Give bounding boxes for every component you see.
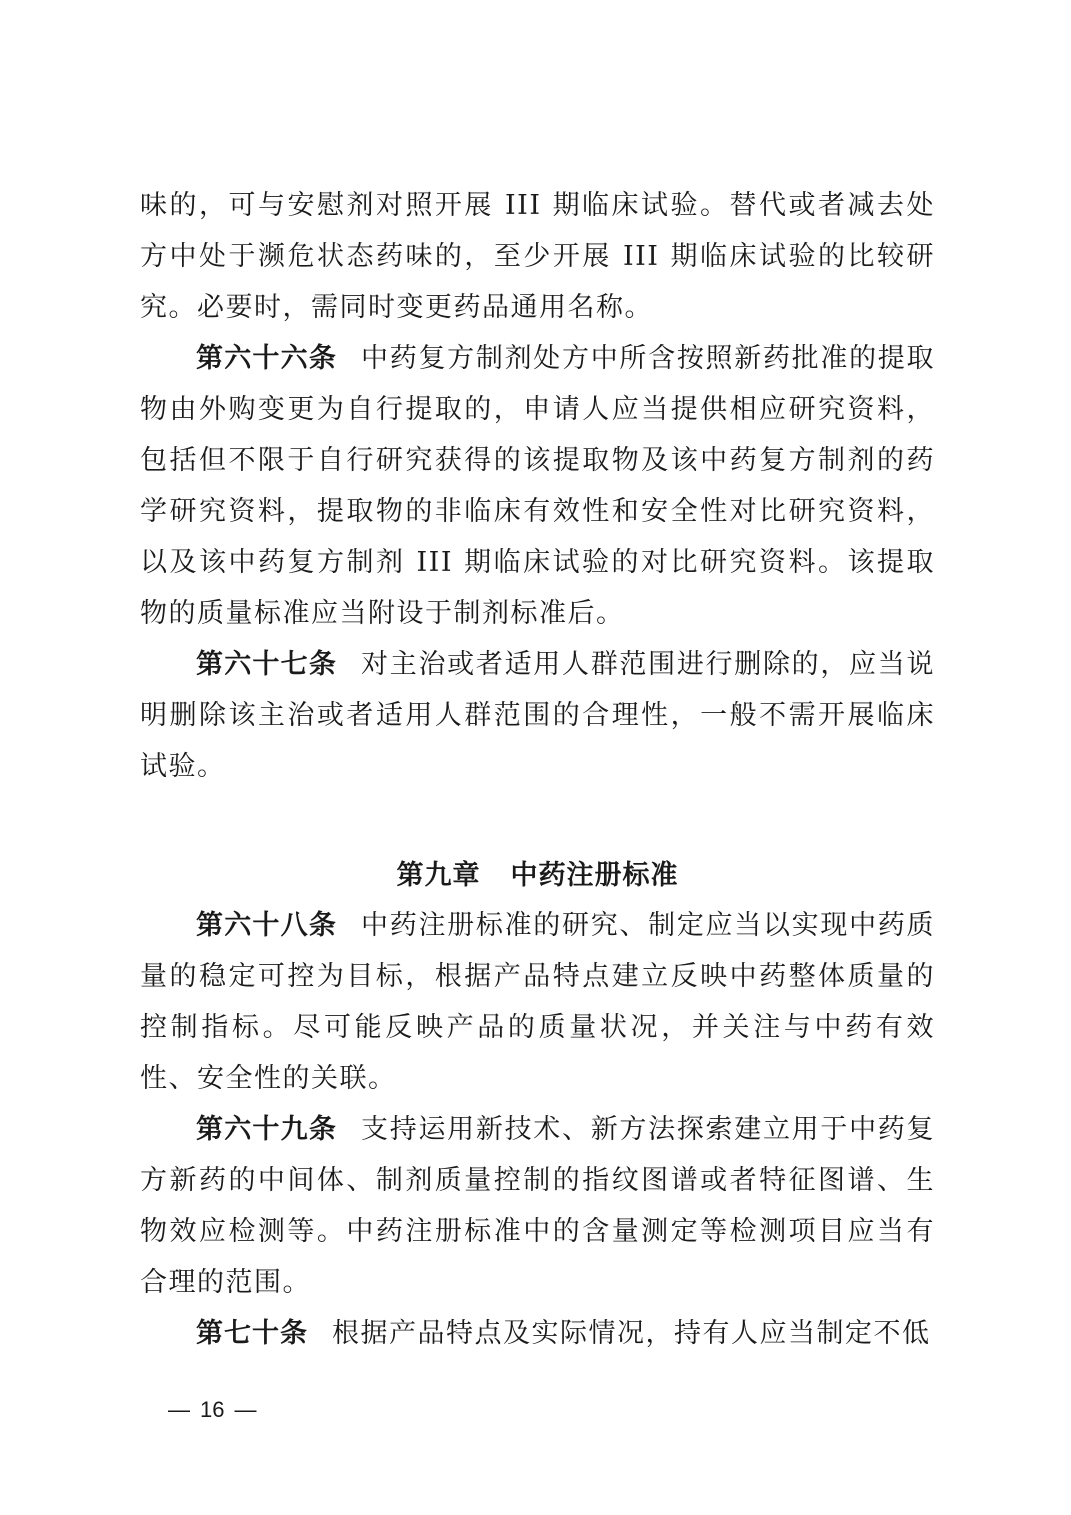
article-text: 支持运用新技术、新方法探索建立用于中药复方新药的中间体、制剂质量控制的指纹图谱或者特征图谱、生物效应检测等。中药注册标准中的含量测定等检测项目应当有合理的范围。 <box>140 1114 936 1298</box>
chapter-title: 中药注册标准 <box>510 860 679 891</box>
article-text: 根据产品特点及实际情况，持有人应当制定不低 <box>332 1318 931 1349</box>
article-number: 第六十九条 <box>196 1114 338 1145</box>
paragraph-text: 味的，可与安慰剂对照开展 III 期临床试验。替代或者减去处方中处于濒危状态药味的，至少开展 III 期临床试验的比较研究。必要时，需同时变更药品通用名称。 <box>140 190 935 323</box>
article-number: 第六十八条 <box>196 910 338 941</box>
footer-dash-left: — <box>168 1397 190 1422</box>
footer-dash-right: — <box>234 1397 257 1422</box>
page-footer <box>168 1393 256 1427</box>
article-text: 对主治或者适用人群范围进行删除的，应当说明删除该主治或者适用人群范围的合理性，一般不需开展临床试验。 <box>140 649 936 782</box>
chapter-number: 第九章 <box>396 860 481 891</box>
paragraph-continuation <box>140 180 935 333</box>
article-number: 第六十六条 <box>196 343 338 374</box>
article-68 <box>140 900 935 1104</box>
article-number: 第六十七条 <box>196 649 338 680</box>
article-70 <box>140 1308 935 1359</box>
article-text: 中药注册标准的研究、制定应当以实现中药质量的稳定可控为目标，根据产品特点建立反映中药整体质量的控制指标。尽可能反映产品的质量状况，并关注与中药有效性、安全性的关联。 <box>140 910 936 1094</box>
page-number: 16 <box>200 1397 225 1422</box>
article-number: 第七十条 <box>196 1318 308 1349</box>
text-block-bottom <box>140 900 935 1359</box>
article-67 <box>140 639 935 792</box>
text-block-top <box>140 180 935 792</box>
chapter-heading <box>140 850 935 901</box>
article-66 <box>140 333 935 639</box>
article-text: 中药复方制剂处方中所含按照新药批准的提取物由外购变更为自行提取的，申请人应当提供相应研究资料，包括但不限于自行研究获得的该提取物及该中药复方制剂的药学研究资料，提取物的非临床有效性和安全性对比研究资料，以及该中药复方制剂 III 期临床试验的对比研究资料。该提取物的质量标准应当附设于制剂标准后。 <box>140 343 936 629</box>
article-69 <box>140 1104 935 1308</box>
